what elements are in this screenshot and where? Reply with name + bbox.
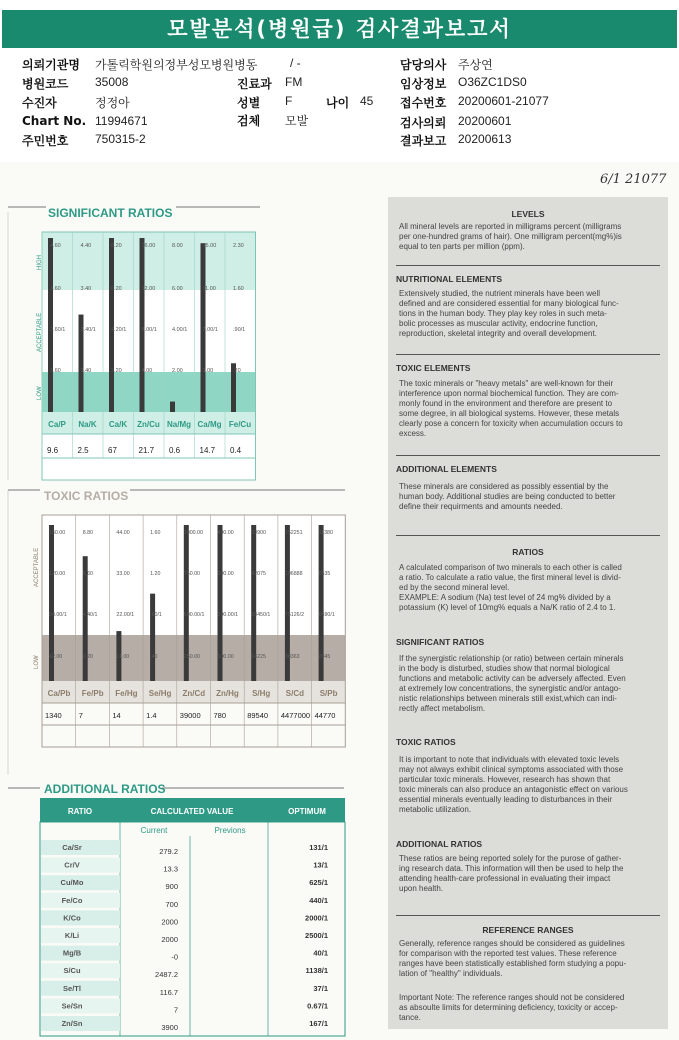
column-name: Fe/Pb [81, 689, 104, 698]
optimum-value: 131/1 [309, 843, 328, 852]
column-name: Ca/K [108, 420, 128, 429]
ratio-name: Ca/Sr [62, 843, 82, 852]
tick-label: 2.60/1 [50, 327, 66, 333]
hospital-code-label: 병원코드 [22, 77, 69, 91]
receipt-label: 접수번호 [400, 96, 447, 110]
tick-label: .80/1 [150, 612, 162, 618]
institution-value: 가톨릭학원의정부성모병원병동 [95, 58, 258, 72]
resident-value: 750315-2 [95, 132, 146, 146]
clinical-label: 임상정보 [400, 77, 447, 91]
tick-label: 400.00 [217, 530, 234, 536]
tick-label: 8535 [318, 571, 331, 577]
optimum-value: 40/1 [313, 948, 328, 958]
tick-label: 2845 [318, 654, 331, 660]
text-line: lation of "healthy" individuals. [399, 969, 503, 978]
current-value: 2000 [161, 935, 178, 944]
levels-heading: LEVELS [511, 209, 545, 219]
text-line: functions and metabolic activity can be adversely affected. Even [399, 674, 626, 683]
doctor-value: 주상연 [458, 58, 493, 72]
text-line: per one-hundred grams of hair). One milligram percent(mg%)is [399, 232, 622, 241]
optimum-value: 2000/1 [305, 913, 328, 923]
column-value: 0.4 [230, 446, 242, 455]
current-value: 7 [173, 1005, 178, 1015]
significant-ratios-heading: SIGNIFICANT RATIOS [396, 637, 485, 647]
divider [396, 354, 660, 355]
tick-label: 6.00 [172, 286, 183, 292]
current-value: 13.3 [163, 864, 178, 874]
tick-label: 4.00/1 [172, 327, 188, 333]
column-name: Na/Mg [167, 420, 191, 429]
tick-label: 4.60 [50, 243, 61, 249]
text-line: attending health-care professional in evaluating their impact [399, 874, 611, 883]
tick-label: 33.00 [116, 571, 130, 577]
column-value: 0.6 [169, 446, 181, 455]
tick-label: 2.20 [111, 368, 122, 374]
receipt-value: 20200601-21077 [458, 94, 549, 108]
tick-label: 1.60 [50, 368, 61, 374]
text-line: Generally, reference ranges should be considered as guidelines [399, 939, 625, 948]
tick-label: 42075 [251, 571, 266, 577]
zone-label-low: LOW [37, 386, 43, 400]
text-line: rectly affect metabolism. [399, 704, 486, 713]
optimum-value: 2500/1 [305, 931, 328, 940]
tick-label: 300.00 [217, 571, 234, 577]
text-line: equal to ten parts per million (ppm). [399, 242, 525, 251]
report-header [0, 0, 679, 162]
toxic-ratios-heading: TOXIC RATIOS [396, 737, 456, 747]
current-value: 700 [165, 899, 178, 909]
tick-label: 84.00/1 [49, 612, 67, 618]
text-line: upon health. [399, 884, 444, 893]
col-previous-header: Previons [214, 826, 246, 835]
text-line: EXAMPLE: A sodium (Na) test level of 24 mg% divided by a [399, 593, 611, 602]
ratios-text [399, 563, 659, 613]
low-zone [42, 372, 256, 412]
text-line: interference upon normal biochemical function. They are com- [399, 389, 619, 398]
tick-label: .90/1 [233, 327, 246, 333]
specimen-value: 모발 [285, 114, 309, 128]
tick-label: 152251 [284, 530, 303, 536]
high-zone [42, 232, 256, 290]
column-name: Ca/Mg [197, 420, 222, 429]
text-line: particular toxic minerals. However, research has shown that [399, 775, 611, 784]
doctor-label: 담당의사 [400, 58, 447, 72]
bar-Zn/Cu [140, 238, 145, 412]
text-line: monly found in the environment and therefore are present to [399, 399, 613, 408]
optimum-value: 13/1 [313, 860, 328, 870]
nutritional-heading: NUTRITIONAL ELEMENTS [396, 274, 503, 284]
tick-label: 6.20 [111, 286, 122, 292]
row-band [41, 858, 120, 873]
tick-label: 1000.00 [183, 530, 203, 536]
tick-label: 750.00 [183, 571, 201, 577]
ratio-name: Fe/Co [61, 895, 83, 905]
specimen-label: 검체 [237, 114, 261, 128]
col-ratio-header: RATIO [67, 807, 93, 816]
tick-label: 2.40/1 [80, 327, 96, 333]
ratio-name: K/Co [63, 913, 81, 923]
text-line: Important Note: The reference ranges should not be considered [399, 993, 625, 1002]
tick-label: 14225 [251, 654, 266, 660]
tick-label: 1.60 [233, 286, 244, 292]
significant-ratios-chart [0, 200, 385, 490]
text-line: defined and are considered essential for many biological func- [399, 299, 619, 308]
tick-label: 500.00/1 [183, 612, 205, 618]
toxic-ratios-text [399, 755, 659, 815]
text-line: Extensively studied, the nutrient minerals have been well [399, 289, 600, 298]
current-value: 279.2 [159, 847, 178, 856]
tick-label: 100.00 [217, 654, 234, 660]
examinee-label: 수진자 [22, 96, 57, 110]
text-line: human body. Additional studies are being conducted to better [399, 492, 616, 501]
tick-label: 1.40 [80, 368, 92, 374]
column-value: 7 [78, 711, 83, 720]
col-current-header: Current [140, 826, 168, 835]
tick-label: 8.00 [172, 243, 183, 249]
optimum-value: 1138/1 [305, 966, 328, 976]
text-line: A calculated comparison of two minerals to each other is called [399, 563, 622, 572]
zone-label-high: HIGH [37, 255, 43, 270]
optimum-value: 37/1 [313, 983, 328, 993]
tick-label: .40 [150, 654, 158, 660]
tick-label: 106888 [284, 571, 303, 577]
column-name: Zn/Hg [216, 689, 239, 698]
hospital-code-value: 35008 [95, 75, 129, 89]
column-value: 39000 [179, 711, 201, 720]
additional-elements-heading: ADDITIONAL ELEMENTS [396, 464, 497, 474]
resident-label: 주민번호 [22, 134, 69, 148]
chart-label: Chart No. [22, 114, 87, 128]
tick-label: 28450/1 [251, 612, 271, 618]
text-line: If the synergistic relationship (or ratio) between certain minerals [399, 654, 624, 663]
ratio-name: Cr/V [64, 860, 80, 870]
column-name: Na/K [78, 420, 97, 429]
tick-label: 42.00 [49, 654, 63, 660]
tick-label: 2.20 [82, 654, 94, 660]
zone-label-low: LOW [34, 655, 40, 669]
tick-label: 120.00 [49, 571, 66, 577]
text-line: ranges have been statistically established form studying a popu- [399, 959, 627, 968]
sex-value: F [285, 94, 293, 108]
optimum-value: 440/1 [309, 895, 328, 905]
examinee-value: 정정아 [95, 96, 130, 110]
text-line: bolic processes as muscular activity, endocrine function, [399, 319, 598, 328]
col-optimum-header: OPTIMUM [288, 807, 326, 816]
text-line: clearly pose a concern for toxicity when accumulation occurs to [399, 419, 623, 428]
zone-label-acceptable: ACCEPTABLE [34, 547, 40, 587]
toxic-ratios-chart [0, 483, 385, 778]
levels-text [399, 222, 659, 252]
text-line: The toxic minerals or "heavy metals" are well-known for their [399, 379, 614, 388]
column-name: S/Pb [319, 689, 338, 698]
tick-label: 250.00 [183, 654, 201, 660]
text-line: ing research data. This information will then be used to help the [399, 864, 624, 873]
column-name: Zn/Cu [137, 420, 160, 429]
bar-Ca/K [109, 238, 114, 412]
column-value: 1.4 [146, 711, 157, 720]
previous-row [42, 725, 345, 747]
current-value: 900 [165, 882, 178, 892]
reference-ranges-text [399, 939, 659, 979]
age-label: 나이 [326, 96, 350, 110]
text-line: All mineral levels are reported in milligrams percent (milligrams [399, 222, 622, 231]
ratio-name: Zn/Sn [61, 1019, 83, 1028]
column-value: 89540 [247, 711, 269, 720]
ratio-name: K/Li [64, 931, 80, 940]
divider [396, 265, 660, 266]
ratio-name: Se/Sn [61, 1001, 83, 1011]
tick-label: 6.60 [82, 571, 94, 577]
tick-label: 38363 [284, 654, 300, 660]
section-title: TOXIC RATIOS [44, 489, 129, 503]
tick-label: 2.30 [233, 243, 244, 249]
tick-label: 22.00/1 [116, 612, 135, 618]
column-value: 1340 [45, 711, 62, 720]
significant-ratios-text [399, 654, 659, 714]
column-value: 4477000 [280, 711, 311, 720]
column-name: Se/Hg [148, 689, 172, 698]
current-value: 3900 [161, 1023, 178, 1032]
column-name: S/Hg [252, 689, 271, 698]
info-panel [388, 197, 668, 1029]
current-value: 116.7 [159, 987, 178, 997]
optimum-value: 0.67/1 [307, 1001, 328, 1011]
column-value: 14.7 [199, 446, 216, 455]
ratio-name: Cu/Mo [60, 878, 84, 888]
column-value: 44770 [314, 711, 336, 720]
request-value: 20200601 [458, 114, 512, 128]
bar-Ca/P [48, 238, 53, 412]
additional-ratios-text [399, 854, 659, 894]
column-name: Zn/Cd [182, 689, 206, 698]
divider [396, 535, 660, 536]
column-name: Fe/Cu [228, 420, 252, 429]
text-line: toxic minerals can also produce an antagonistic effect on various [399, 785, 628, 794]
text-line: may not always exhibit clinical symptoms associated with those [399, 765, 624, 774]
dept-value: FM [285, 75, 303, 89]
text-line: for comparison with the reported test values. These reference [399, 949, 617, 958]
bar-Na/Mg [170, 402, 175, 412]
zone-label-acceptable: ACCEPTABLE [37, 312, 43, 352]
additional-ratios-table [0, 778, 385, 1038]
tick-label: 4.40 [80, 243, 92, 249]
tick-label: .20 [233, 368, 241, 374]
tick-label: 8.20 [111, 243, 122, 249]
additional-ratios-heading: ADDITIONAL RATIOS [396, 839, 483, 849]
tick-label: 12.00 [141, 286, 156, 292]
tick-label: 15.00 [202, 243, 217, 249]
tick-label: 11380 [318, 530, 333, 536]
ratios-heading: RATIOS [512, 547, 544, 557]
text-line: It is important to note that individuals with elevated toxic levels [399, 755, 620, 764]
important-note-text [399, 993, 659, 1023]
chart-value: 11994671 [95, 114, 148, 128]
column-value: 9.6 [47, 446, 59, 455]
report-date-label: 결과보고 [400, 134, 447, 148]
column-value: 21.7 [138, 446, 155, 455]
handwritten-note: 6/1 21077 [600, 172, 667, 187]
tick-label: 44.00 [116, 530, 130, 536]
reference-ranges-heading: REFERENCE RANGES [482, 925, 574, 935]
tick-label: 3.60 [50, 286, 61, 292]
section-title: ADDITIONAL RATIOS [44, 782, 166, 796]
ward-value: / - [290, 56, 301, 70]
institution-label: 의뢰기관명 [22, 58, 80, 72]
toxic-elements-heading: TOXIC ELEMENTS [396, 363, 471, 373]
dept-label: 진료과 [237, 77, 272, 91]
column-name: Fe/Hg [115, 689, 138, 698]
tick-label: 200.00/1 [217, 612, 239, 618]
text-line: define their requirments and amounts needed. [399, 502, 563, 511]
column-value: 67 [108, 446, 117, 455]
tick-label: 11.00 [116, 654, 130, 660]
text-line: excess. [399, 429, 427, 438]
column-name: Ca/Pb [47, 689, 71, 698]
current-value: -0 [171, 952, 178, 962]
col-calc-header: CALCULATED VALUE [150, 807, 234, 816]
age-value: 45 [360, 94, 374, 108]
additional-elements-text [399, 482, 659, 512]
tick-label: 5690/1 [318, 612, 335, 618]
tick-label: 3.40 [80, 286, 92, 292]
toxic-elements-text [399, 379, 659, 439]
report-title: 모발분석(병원급) 검사결과보고서 [2, 10, 677, 48]
text-line: potassium (K) level of 10mg% equals a Na/K ratio of 2.4 to 1. [399, 603, 616, 612]
clinical-value: O36ZC1DS0 [458, 75, 527, 89]
ratio-name: Se/Tl [63, 983, 81, 993]
text-line: These ratios are being reported solely for the purose of gather- [399, 854, 622, 863]
tick-label: 4.20/1 [111, 327, 127, 333]
text-line: tance. [399, 1013, 421, 1022]
text-line: some degree, in all biological systems. However, these metals [399, 409, 620, 418]
ratio-name: S/Cu [63, 966, 81, 976]
tick-label: 1.20 [150, 571, 161, 577]
divider [396, 915, 660, 916]
nutritional-text [399, 289, 659, 339]
tick-label: 11.00 [202, 286, 216, 292]
column-value: 780 [213, 711, 227, 720]
tick-label: 7.00/1 [202, 327, 218, 333]
report-date-value: 20200613 [458, 132, 512, 146]
tick-label: 4.40/1 [82, 612, 98, 618]
text-line: ed by the second mineral level. [399, 583, 510, 592]
ratio-name: Mg/B [62, 948, 82, 958]
tick-label: 160.00 [49, 530, 66, 536]
column-name: Ca/P [48, 420, 66, 429]
text-line: at extremely low concentrations, the synergistic and/or antago- [399, 684, 621, 693]
text-line: nistic relationships between minerals still exist,which can indi- [399, 694, 617, 703]
sex-label: 성별 [237, 96, 261, 110]
column-value: 2.5 [77, 446, 89, 455]
divider [396, 455, 660, 456]
section-title: SIGNIFICANT RATIOS [48, 206, 173, 220]
text-line: tions in the human body. They play key roles in such meta- [399, 309, 607, 318]
tick-label: 75126/2 [284, 612, 305, 618]
tick-label: 39900 [251, 530, 266, 536]
previous-row [42, 458, 256, 480]
tick-label: 2.00 [172, 368, 183, 374]
tick-label: 16.00 [141, 243, 156, 249]
optimum-value: 167/1 [309, 1019, 328, 1028]
column-value: 14 [112, 711, 121, 720]
text-line: essential minerals eventually leading to disturbances in their [399, 795, 613, 804]
tick-label: 1.60 [150, 530, 161, 536]
tick-label: 3.00 [202, 368, 214, 374]
tick-label: 4.00 [141, 368, 153, 374]
current-value: 2487.2 [155, 970, 178, 980]
text-line: in the body is disturbed, studies show that normal biological [399, 664, 610, 673]
text-line: a ratio. To calculate a ratio value, the first mineral level is divid- [399, 573, 621, 582]
text-line: as absoulte limits for determining deficiency, toxicity or accep- [399, 1003, 618, 1012]
optimum-value: 625/1 [309, 878, 328, 888]
text-line: metabolic utilization. [399, 805, 472, 814]
text-line: reproduction, skeletal integrity and overall development. [399, 329, 597, 338]
row-band [41, 928, 120, 943]
tick-label: 8.80 [82, 530, 94, 536]
tick-label: 8.00/1 [141, 327, 157, 333]
current-value: 2000 [161, 917, 178, 927]
text-line: These minerals are considered as possibly essential by the [399, 482, 609, 491]
column-name: S/Cd [285, 689, 305, 698]
request-label: 검사의뢰 [400, 116, 447, 130]
